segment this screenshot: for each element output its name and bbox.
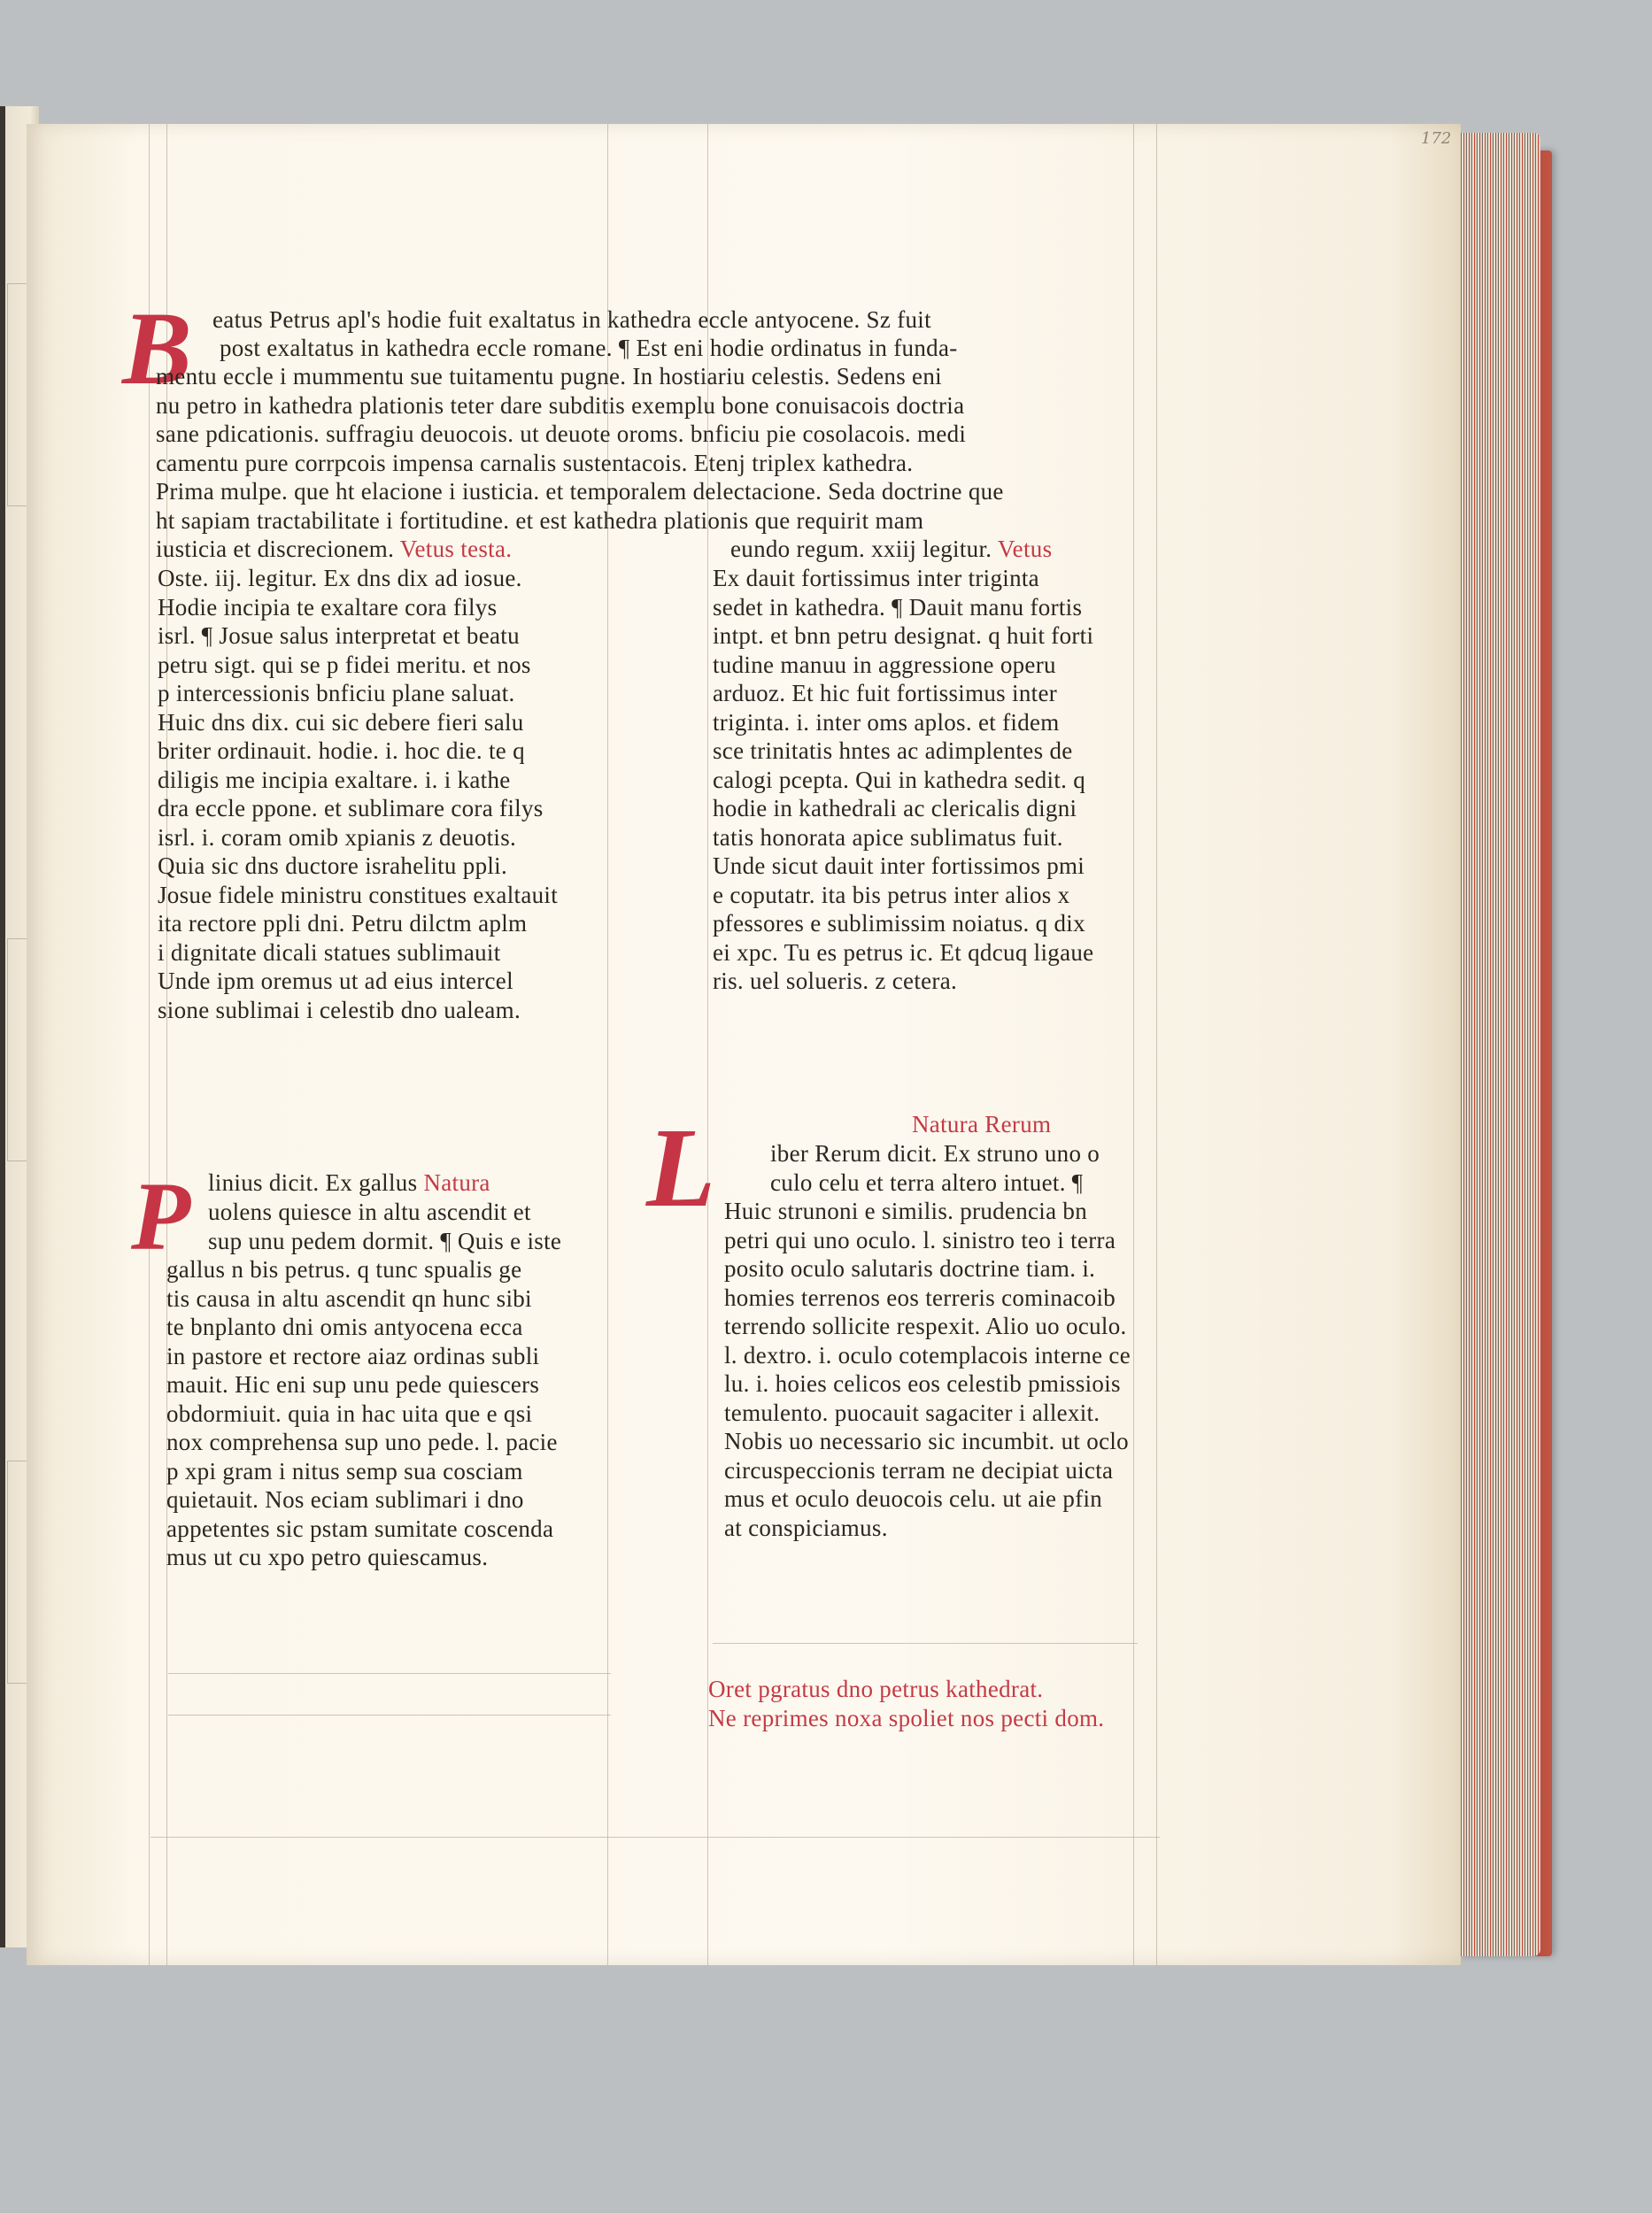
text-line: Quia sic dns ductore israhelitu ppli. xyxy=(158,852,508,879)
text-line: mauit. Hic eni sup unu pede quiescers xyxy=(166,1371,540,1398)
text-line: tudine manuu in aggressione operu xyxy=(713,651,1056,678)
top-text-block xyxy=(212,305,1177,335)
text-line: uolens quiesce in altu ascendit et xyxy=(208,1199,531,1225)
right-rubric-line xyxy=(912,1110,1160,1139)
ruling-line xyxy=(151,1837,1160,1838)
ruling-line xyxy=(168,1715,611,1716)
closing-rubric xyxy=(708,1675,1222,1732)
left-column xyxy=(158,564,609,1024)
text-line: terrendo sollicite respexit. Alio uo oculo. xyxy=(724,1313,1127,1339)
text-line: Unde sicut dauit inter fortissimos pmi xyxy=(713,852,1085,879)
text-line: Ex dauit fortissimus inter triginta xyxy=(713,565,1039,591)
text-line: te bnplanto dni omis antyocena ecca xyxy=(166,1314,523,1340)
text-line: homies terrenos eos terreris cominacoib xyxy=(724,1284,1116,1311)
left-para2-indented xyxy=(208,1198,615,1255)
text-line: temulento. puocauit sagaciter i allexit. xyxy=(724,1399,1100,1426)
text-line: intpt. et bnn petru designat. q huit forti xyxy=(713,622,1094,649)
ruling-line xyxy=(713,1643,1138,1644)
left-para2-first-line xyxy=(208,1168,615,1198)
text-line: mus et oculo deuocois celu. ut aie pfin xyxy=(724,1485,1103,1512)
text-line: sione sublimai i celestib dno ualeam. xyxy=(158,996,521,1023)
text-segment: linius dicit. Ex gallus xyxy=(208,1169,418,1196)
text-line: Unde ipm oremus ut ad eius intercel xyxy=(158,968,513,994)
split-line-right xyxy=(730,535,1173,564)
text-line: in pastore et rectore aiaz ordinas subli xyxy=(166,1342,540,1369)
text-line: ris. uel solueris. z cetera. xyxy=(713,968,958,994)
text-line: circuspeccionis terram ne decipiat uicta xyxy=(724,1456,1114,1484)
text-line: i dignitate dicali statues sublimauit xyxy=(158,938,501,966)
text-line: tatis honorata apice sublimatus fuit. xyxy=(713,823,1063,851)
right-column xyxy=(713,564,1160,996)
text-line: briter ordinauit. hodie. i. hoc die. te q xyxy=(158,737,525,764)
text-segment: iusticia et discrecionem. xyxy=(156,536,395,562)
rubric: Natura xyxy=(423,1169,490,1196)
text-line: at conspiciamus. xyxy=(724,1514,888,1541)
text-line: tis causa in altu ascendit qn hunc sibi xyxy=(166,1284,532,1312)
manuscript-page xyxy=(27,124,1461,1965)
text-line: nox comprehensa sup uno pede. l. pacie xyxy=(166,1429,558,1455)
text-line: Huic dns dix. cui sic debere fieri salu xyxy=(158,708,524,736)
text-line: sedet in kathedra. ¶ Dauit manu fortis xyxy=(713,593,1083,621)
text-line: Nobis uo necessario sic incumbit. ut oclo xyxy=(724,1428,1129,1454)
text-line: obdormiuit. quia in hac uita que e qsi xyxy=(166,1400,533,1427)
text-line: diligis me incipia exaltare. i. i kathe xyxy=(158,766,511,793)
text-line: p xpi gram i nitus semp sua cosciam xyxy=(166,1457,523,1484)
top-text-block-continued xyxy=(220,334,1185,363)
right-para2-body xyxy=(724,1197,1158,1542)
text-line: p intercessionis bnficiu plane saluat. xyxy=(158,680,515,706)
text-line: camentu pure corrpcois impensa carnalis sustentacois. Etenj triplex kathedra. xyxy=(156,449,914,476)
text-line: quietauit. Nos eciam sublimari i dno xyxy=(166,1486,524,1513)
initial-p: P xyxy=(131,1162,191,1270)
rubric: Vetus xyxy=(997,536,1053,562)
text-line: ita rectore ppli dni. Petru dilctm aplm xyxy=(158,910,528,937)
text-line: calogi pcepta. Qui in kathedra sedit. q xyxy=(713,766,1086,793)
text-line: pfessores e sublimissim noiatus. q dix xyxy=(713,910,1085,937)
text-line: nu petro in kathedra plationis teter dare subditis exemplu bone conuisacois doctria xyxy=(156,391,965,419)
top-text-block-body xyxy=(156,362,1183,535)
split-line-left xyxy=(156,535,616,564)
text-line: lu. i. hoies celicos eos celestib pmissiois xyxy=(724,1370,1121,1397)
text-line: petri qui uno oculo. l. sinistro teo i terra xyxy=(724,1226,1116,1253)
rubric-line: Oret pgratus dno petrus kathedrat. xyxy=(708,1676,1044,1702)
text-line: Huic strunoni e similis. prudencia bn xyxy=(724,1198,1088,1224)
text-line: Josue fidele ministru constitues exaltauit xyxy=(158,881,559,908)
text-line: post exaltatus in kathedra eccle romane. ¶ Est eni hodie ordinatus in funda- xyxy=(220,335,958,361)
text-line: sce trinitatis hntes ac adimplentes de xyxy=(713,737,1073,764)
text-line: eatus Petrus apl's hodie fuit exaltatus in kathedra eccle antyocene. Sz fuit xyxy=(212,306,931,333)
text-line: sup unu pedem dormit. ¶ Quis e iste xyxy=(208,1227,562,1254)
text-line: ht sapiam tractabilitate i fortitudine. et est kathedra plationis que requirit mam xyxy=(156,506,924,534)
text-line: mentu eccle i mummentu sue tuitamentu pugne. In hostiariu celestis. Sedens eni xyxy=(156,363,942,389)
text-segment: eundo regum. xxiij legitur. xyxy=(730,536,992,562)
text-line: iber Rerum dicit. Ex struno uno o xyxy=(770,1140,1100,1167)
folio-number: 172 xyxy=(1421,129,1452,148)
text-line: arduoz. Et hic fuit fortissimus inter xyxy=(713,680,1058,706)
text-line: petru sigt. qui se p fidei meritu. et nos xyxy=(158,651,531,678)
initial-l: L xyxy=(646,1105,716,1230)
text-line: mus ut cu xpo petro quiescamus. xyxy=(166,1544,489,1570)
text-line: gallus n bis petrus. q tunc spualis ge xyxy=(166,1256,522,1283)
left-para2-body xyxy=(166,1255,614,1572)
rubric-line: Ne reprimes noxa spoliet nos pecti dom. xyxy=(708,1704,1105,1731)
text-line: sane pdicationis. suffragiu deuocois. ut deuote oroms. bnficiu pie cosolacois. medi xyxy=(156,420,967,447)
text-line: isrl. i. coram omib xpianis z deuotis. xyxy=(158,823,517,851)
right-para2-first-line xyxy=(770,1139,1160,1197)
text-line: ei xpc. Tu es petrus ic. Et qdcuq ligaue xyxy=(713,938,1094,966)
text-line: triginta. i. inter oms aplos. et fidem xyxy=(713,708,1060,736)
ruling-line xyxy=(168,1673,611,1674)
text-line: Oste. iij. legitur. Ex dns dix ad iosue. xyxy=(158,565,522,591)
text-line: hodie in kathedrali ac clericalis digni xyxy=(713,795,1077,821)
text-line: dra eccle ppone. et sublimare cora filys xyxy=(158,795,544,821)
text-line: e coputatr. ita bis petrus inter alios x xyxy=(713,881,1070,908)
text-line: Prima mulpe. que ht elacione i iusticia. et temporalem delectacione. Seda doctrine que xyxy=(156,478,1004,505)
rubric: Natura Rerum xyxy=(912,1111,1052,1137)
text-line: posito oculo salutaris doctrine tiam. i. xyxy=(724,1255,1096,1282)
initial-b: B xyxy=(122,290,192,406)
text-line: isrl. ¶ Josue salus interpretat et beatu xyxy=(158,622,520,649)
rubric: Vetus testa. xyxy=(399,536,513,562)
text-line: culo celu et terra altero intuet. ¶ xyxy=(770,1168,1084,1196)
text-line: l. dextro. i. oculo cotemplacois interne ce xyxy=(724,1341,1131,1369)
text-line: appetentes sic pstam sumitate coscenda xyxy=(166,1515,554,1542)
text-line: Hodie incipia te exaltare cora filys xyxy=(158,593,498,621)
